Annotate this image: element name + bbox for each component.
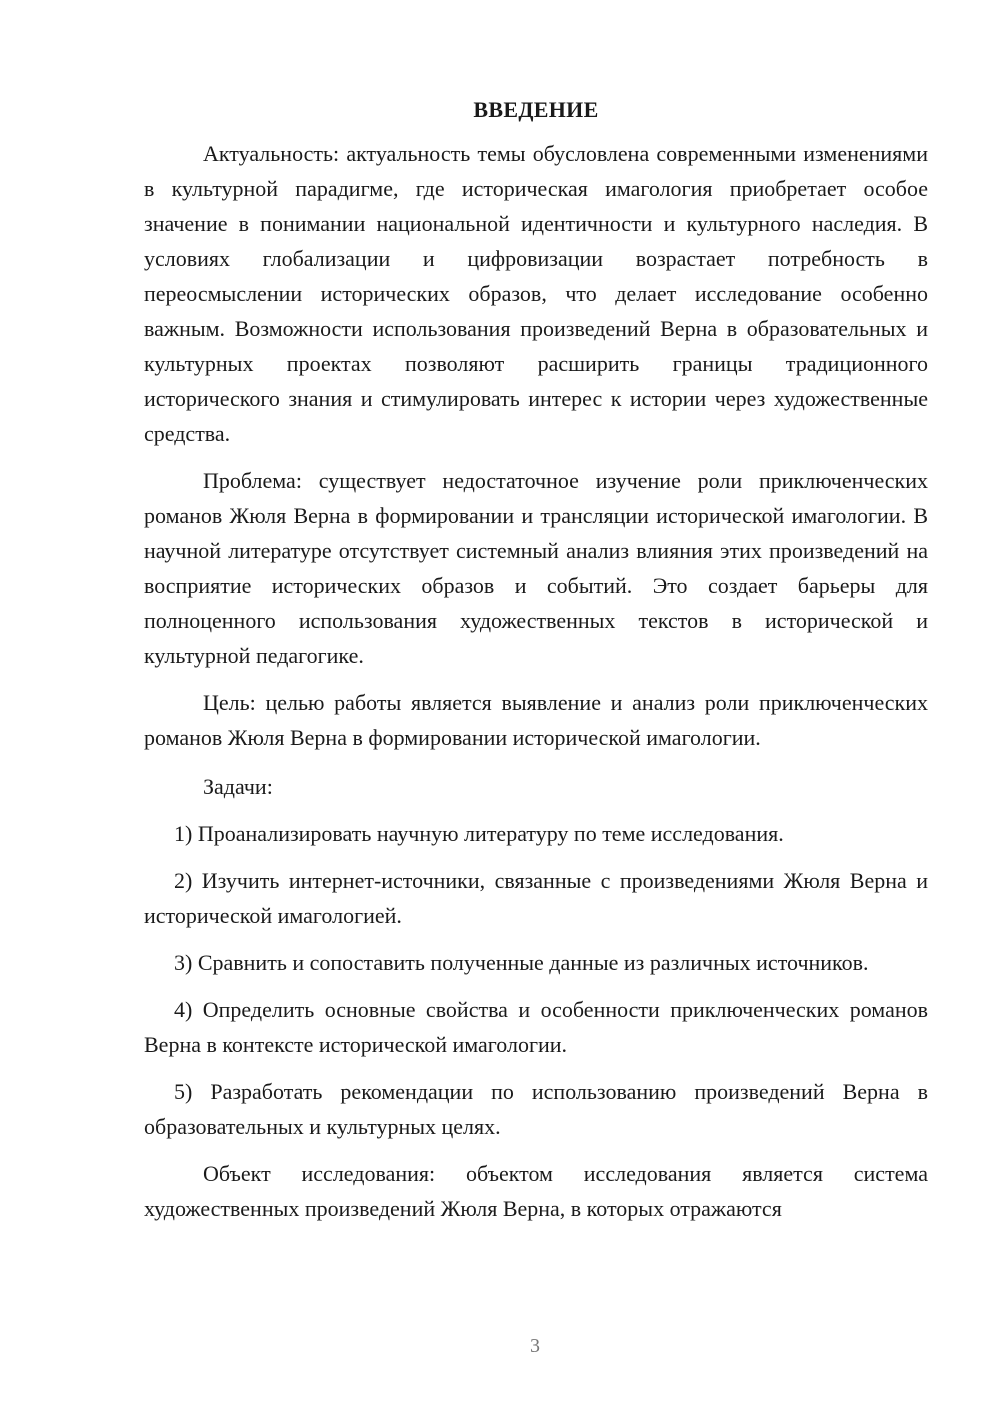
goal-paragraph: Цель: целью работы является выявление и анализ роли приключенческих романов Жюля Верна в формировании исторической имагологии. — [144, 690, 928, 750]
problem-paragraph: Проблема: существует недостаточное изучение роли приключенческих романов Жюля Верна в формировании и трансляции исторической имагологии. В научной литературе отсутствует системный анализ влияния этих произведений на восприятие исторических образов и событий. Это создает барьеры для полноценного использования художественных текстов в исторической и культурной педагогике. — [144, 468, 928, 668]
object-paragraph: Объект исследования: объектом исследования является система художественных произведений Жюля Верна, в которых отражаются — [144, 1161, 928, 1221]
actuality-paragraph: Актуальность: актуальность темы обусловлена современными изменениями в культурной парадигме, где историческая имагология приобретает особое значение в понимании национальной идентичности и культурного наследия. В условиях глобализации и цифровизации возрастает потребность в переосмыслении исторических образов, что делает исследование особенно важным. Возможности использования произведений Верна в образовательных и культурных проектах позволяют расширить границы традиционного исторического знания и стимулировать интерес к истории через художественные средства. — [144, 141, 928, 446]
task-item-4: 4) Определить основные свойства и особенности приключенческих романов Верна в контексте исторической имагологии. — [144, 997, 928, 1057]
section-title: ВВЕДЕНИЕ — [473, 97, 599, 122]
page-number: 3 — [530, 1335, 540, 1357]
task-item-5: 5) Разработать рекомендации по использованию произведений Верна в образовательных и культурных целях. — [144, 1079, 928, 1139]
tasks-heading: Задачи: — [203, 774, 273, 799]
task-item-2: 2) Изучить интернет-источники, связанные с произведениями Жюля Верна и исторической имагологией. — [144, 868, 928, 928]
task-item-3: 3) Сравнить и сопоставить полученные данные из различных источников. — [174, 950, 869, 975]
document-body — [144, 94, 928, 1226]
task-item-1: 1) Проанализировать научную литературу по теме исследования. — [174, 821, 784, 846]
